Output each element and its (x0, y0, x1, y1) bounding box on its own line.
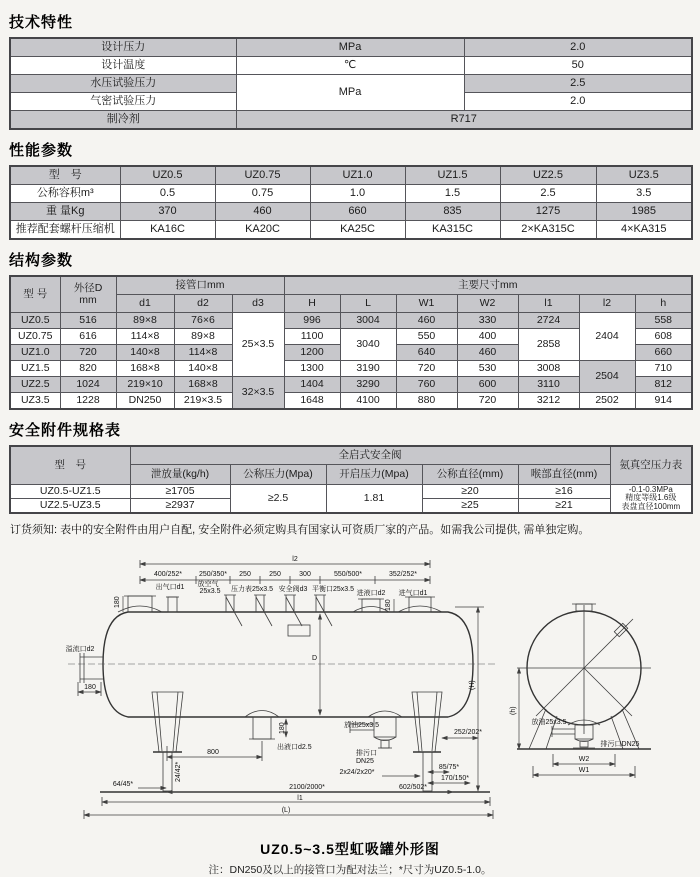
tech-table (9, 37, 693, 130)
column-header: 型 号 (10, 276, 60, 313)
column-header: UZ1.0 (310, 166, 405, 185)
table-cell: 660 (310, 203, 405, 221)
dim-label-180: 180 (84, 684, 96, 691)
table-cell: 640 (396, 345, 457, 361)
column-header: l1 (518, 295, 579, 313)
table-cell: 1100 (284, 329, 340, 345)
port-label-outlet-liquid: 出液口d2.5 (277, 744, 312, 751)
table-cell: 710 (635, 361, 692, 377)
table-cell: ≥20 (422, 485, 518, 499)
table-header-row (10, 276, 692, 295)
table-cell: 2.0 (464, 38, 692, 57)
inlet-gas-nozzle (398, 597, 442, 612)
dim-label-h: (h) (510, 706, 517, 715)
table-cell: 2.5 (500, 185, 596, 203)
header-line: mm (79, 293, 97, 306)
table-cell: 820 (60, 361, 116, 377)
column-header: 公称压力(Mpa) (230, 465, 326, 485)
table-cell: 3190 (340, 361, 396, 377)
column-header: 接管口mm (116, 276, 284, 295)
table-cell: DN250 (116, 393, 174, 410)
table-cell: 2724 (518, 313, 579, 329)
dim-label-W1: W1 (578, 767, 590, 774)
section-title-tech: 技术特性 (9, 14, 74, 31)
tank-end-view (510, 604, 651, 778)
table-cell: 1648 (284, 393, 340, 410)
table-cell: 330 (457, 313, 518, 329)
table-cell: UZ0.75 (10, 329, 60, 345)
port-label-vent: 放空气 (197, 581, 219, 588)
column-header: UZ0.75 (215, 166, 310, 185)
table-cell: 3110 (518, 377, 579, 393)
table-cell: 114×8 (174, 345, 232, 361)
column-header: W2 (457, 295, 518, 313)
table-cell: 530 (457, 361, 518, 377)
outlet-liquid-nozzle (245, 711, 279, 740)
table-cell: UZ0.5-UZ1.5 (10, 485, 130, 499)
drawing-caption: UZ0.5~3.5型虹吸罐外形图 (260, 841, 440, 857)
table-cell: ≥2.5 (230, 485, 326, 514)
section-title-struct: 结构参数 (9, 252, 74, 269)
column-header: H (284, 295, 340, 313)
table-cell: 89×8 (116, 313, 174, 329)
end-view-diagonals (536, 619, 633, 716)
table-cell: 720 (457, 393, 518, 410)
table-cell: 1275 (500, 203, 596, 221)
column-header: W1 (396, 295, 457, 313)
table-cell: 1024 (60, 377, 116, 393)
table-cell: 219×3.5 (174, 393, 232, 410)
port-label-oil: 放油25x3.5 (344, 722, 380, 729)
dim-label-L: (L) (281, 807, 291, 814)
table-cell: 50 (464, 57, 692, 75)
table-cell: 2504 (579, 361, 635, 393)
gauge-nozzle (224, 595, 242, 626)
table-cell: 219×10 (116, 377, 174, 393)
order-note: 订货须知: 表中的安全附件由用户自配, 安全附件必须定购具有国家认可资质厂家的产品。如需我公司提供, 需单独定购。 (10, 524, 590, 536)
table-cell: 720 (60, 345, 116, 361)
table-cell: MPa (236, 38, 464, 57)
table-cell: KA315C (405, 221, 500, 240)
table-cell: 880 (396, 393, 457, 410)
table-cell: 3212 (518, 393, 579, 410)
dim-ext-l1 (102, 797, 490, 806)
table-row (10, 57, 692, 75)
table-cell: 608 (635, 329, 692, 345)
table-cell: KA20C (215, 221, 310, 240)
table-cell: 720 (396, 361, 457, 377)
table-cell: 2502 (579, 393, 635, 410)
dim-label-800: 800 (207, 749, 219, 756)
column-header: UZ0.5 (120, 166, 215, 185)
dim-label-2x24: 2x24/2x20* (339, 769, 375, 776)
port-label-vent-size: 25x3.5 (199, 588, 221, 595)
table-row (10, 75, 692, 93)
table-cell: 2404 (579, 313, 635, 361)
table-row (10, 485, 692, 499)
section-title-safety: 安全附件规格表 (9, 422, 122, 439)
table-row (10, 203, 692, 221)
dim-label-l1: l1 (297, 795, 303, 802)
dim-label-H: (H) (469, 680, 476, 690)
table-row (10, 221, 692, 240)
dim-label-602: 602/502* (398, 784, 428, 791)
overflow-nozzle (80, 653, 103, 683)
table-row (10, 111, 692, 130)
table-row (10, 393, 692, 410)
level-gauge (288, 625, 310, 636)
table-cell: 1.0 (310, 185, 405, 203)
table-cell: 140×8 (116, 345, 174, 361)
column-header: d2 (174, 295, 232, 313)
table-cell: 3290 (340, 377, 396, 393)
perf-table (9, 165, 693, 240)
table-cell: 1200 (284, 345, 340, 361)
table-cell: 水压试验压力 (10, 75, 236, 93)
table-cell: 140×8 (174, 361, 232, 377)
table-cell: KA25C (310, 221, 405, 240)
dim-label: 352/252* (388, 571, 418, 578)
tank-elevation-view (66, 556, 497, 819)
balance-nozzle-2 (314, 595, 332, 626)
table-row (10, 185, 692, 203)
section-title-perf: 性能参数 (9, 142, 74, 159)
table-cell: 推荐配套螺杆压缩机 (10, 221, 120, 240)
column-header: d3 (232, 295, 284, 313)
dim-label-2100: 2100/2000* (289, 784, 325, 791)
dim-label: 300 (299, 571, 311, 578)
table-cell: 公称容积m³ (10, 185, 120, 203)
table-cell: 914 (635, 393, 692, 410)
dim-label-64: 64/45* (112, 781, 134, 788)
table-cell: ≥25 (422, 499, 518, 514)
column-header: 全启式安全阀 (130, 446, 610, 465)
table-row (10, 313, 692, 329)
table-cell: 835 (405, 203, 500, 221)
port-label-gauge: 压力表25x3.5 (230, 586, 274, 593)
port-label-sewage: 排污口 (356, 750, 377, 757)
table-row (10, 38, 692, 57)
table-cell: 550 (396, 329, 457, 345)
table-cell: UZ3.5 (10, 393, 60, 410)
balance-nozzle (284, 595, 302, 626)
vent-nozzle (166, 597, 179, 612)
dim-label: 250 (269, 571, 281, 578)
table-cell: 1.5 (405, 185, 500, 203)
table-cell: 1985 (596, 203, 692, 221)
table-cell: 460 (215, 203, 310, 221)
table-cell: 3008 (518, 361, 579, 377)
table-cell: 168×8 (116, 361, 174, 377)
port-label-oil-side: 放油25x3.5 (531, 719, 567, 726)
column-header: 氨真空压力表 (610, 446, 692, 485)
table-cell: 1.81 (326, 485, 422, 514)
table-cell: 660 (635, 345, 692, 361)
gauge-spec-line: 精度等级1.6级 (625, 493, 677, 503)
dim-label-252: 252/202* (453, 729, 483, 736)
table-cell: 600 (457, 377, 518, 393)
table-cell: 0.5 (120, 185, 215, 203)
port-label-balance: 平衡口25x3.5 (311, 586, 355, 593)
table-cell: 重 量Kg (10, 203, 120, 221)
table-cell: ≥16 (518, 485, 610, 499)
table-cell: UZ1.0 (10, 345, 60, 361)
table-cell: 460 (396, 313, 457, 329)
table-cell: 370 (120, 203, 215, 221)
column-header: l2 (579, 295, 635, 313)
safety-valve-nozzle (254, 595, 272, 626)
table-cell: 460 (457, 345, 518, 361)
port-label-sewage-side: 排污口DN25 (600, 741, 640, 748)
table-cell: 1404 (284, 377, 340, 393)
table-cell: R717 (236, 111, 692, 130)
table-cell: 设计压力 (10, 38, 236, 57)
table-cell: 114×8 (116, 329, 174, 345)
table-cell: 1228 (60, 393, 116, 410)
column-header: UZ1.5 (405, 166, 500, 185)
outlet-gas-nozzle (118, 596, 162, 612)
table-cell: 3004 (340, 313, 396, 329)
port-label-sewage-size: DN25 (356, 758, 374, 765)
table-cell: 3.5 (596, 185, 692, 203)
table-cell: KA16C (120, 221, 215, 240)
dim-label: 250/350* (198, 571, 228, 578)
table-cell: 32×3.5 (232, 377, 284, 410)
table-cell: 812 (635, 377, 692, 393)
column-header: UZ2.5 (500, 166, 596, 185)
table-cell: 76×6 (174, 313, 232, 329)
column-header (60, 276, 116, 313)
dim-label-W2: W2 (578, 756, 590, 763)
port-label-inlet-gas: 进气口d1 (398, 590, 428, 597)
table-cell: ℃ (236, 57, 464, 75)
table-cell: 400 (457, 329, 518, 345)
column-header: UZ3.5 (596, 166, 692, 185)
inclined-nozzle (614, 623, 627, 636)
table-cell: 气密试验压力 (10, 93, 236, 111)
column-header: 泄放量(kg/h) (130, 465, 230, 485)
column-header: 开启压力(Mpa) (326, 465, 422, 485)
column-header: h (635, 295, 692, 313)
table-cell: 2×KA315C (500, 221, 596, 240)
table-cell: 996 (284, 313, 340, 329)
gauge-spec-line: 表盘直径100mm (621, 501, 681, 511)
table-cell: ≥2937 (130, 499, 230, 514)
column-header: 公称直径(mm) (422, 465, 518, 485)
column-header: 型 号 (10, 446, 130, 485)
table-header-row (10, 166, 692, 185)
dim-label-180: 180 (385, 599, 392, 611)
table-cell: 89×8 (174, 329, 232, 345)
table-cell: 4100 (340, 393, 396, 410)
port-label-overflow: 溢流口d2 (65, 646, 95, 653)
dim-label-180: 180 (114, 596, 121, 608)
inlet-liquid-nozzle (353, 599, 389, 612)
table-cell: ≥1705 (130, 485, 230, 499)
drawing-footnote: 注：DN250及以上的接管口为配对法兰；*尺寸为UZ0.5-1.0。 (208, 864, 492, 876)
table-header-row (10, 446, 692, 465)
safety-table (9, 445, 693, 514)
column-header: 型 号 (10, 166, 120, 185)
dim-label-170: 170/150* (440, 775, 470, 782)
dim-label-l2: l2 (292, 556, 298, 563)
table-cell: UZ2.5-UZ3.5 (10, 499, 130, 514)
table-cell: 3040 (340, 329, 396, 361)
column-header: d1 (116, 295, 174, 313)
table-cell: 516 (60, 313, 116, 329)
header-line: 外径D (73, 282, 103, 295)
table-cell: 25×3.5 (232, 313, 284, 377)
table-cell: ≥21 (518, 499, 610, 514)
table-cell: 制冷剂 (10, 111, 236, 130)
table-cell: 2.0 (464, 93, 692, 111)
dim-label-85: 85/75* (438, 764, 460, 771)
table-cell: MPa (236, 75, 464, 111)
table-cell: UZ0.5 (10, 313, 60, 329)
table-cell: 设计温度 (10, 57, 236, 75)
dim-label: 550/500* (333, 571, 363, 578)
table-cell: 1300 (284, 361, 340, 377)
port-label-safety-valve: 安全阀d3 (278, 586, 308, 593)
column-header: 喉部直径(mm) (518, 465, 610, 485)
outline-drawing (9, 539, 691, 839)
table-cell: 558 (635, 313, 692, 329)
dim-label-24: 24/42* (175, 761, 182, 782)
table-cell: 760 (396, 377, 457, 393)
table-cell: 616 (60, 329, 116, 345)
table-cell: 0.75 (215, 185, 310, 203)
dim-label-D: D (311, 655, 317, 662)
dim-label: 400/252* (153, 571, 183, 578)
table-cell: UZ2.5 (10, 377, 60, 393)
port-label-outlet-gas: 出气口d1 (155, 584, 185, 591)
column-header: L (340, 295, 396, 313)
port-label-inlet-liquid: 进液口d2 (356, 590, 386, 597)
dim-label: 250 (239, 571, 251, 578)
table-cell: 2.5 (464, 75, 692, 93)
gauge-spec-cell (610, 485, 692, 514)
table-cell: 168×8 (174, 377, 232, 393)
table-cell: UZ1.5 (10, 361, 60, 377)
gauge-spec-line: -0.1-0.3MPa (628, 484, 673, 494)
table-cell: 2858 (518, 329, 579, 361)
column-header: 主要尺寸mm (284, 276, 692, 295)
table-row (10, 361, 692, 377)
dim-label-180: 180 (279, 722, 286, 734)
struct-table (9, 275, 693, 410)
table-cell: 4×KA315 (596, 221, 692, 240)
